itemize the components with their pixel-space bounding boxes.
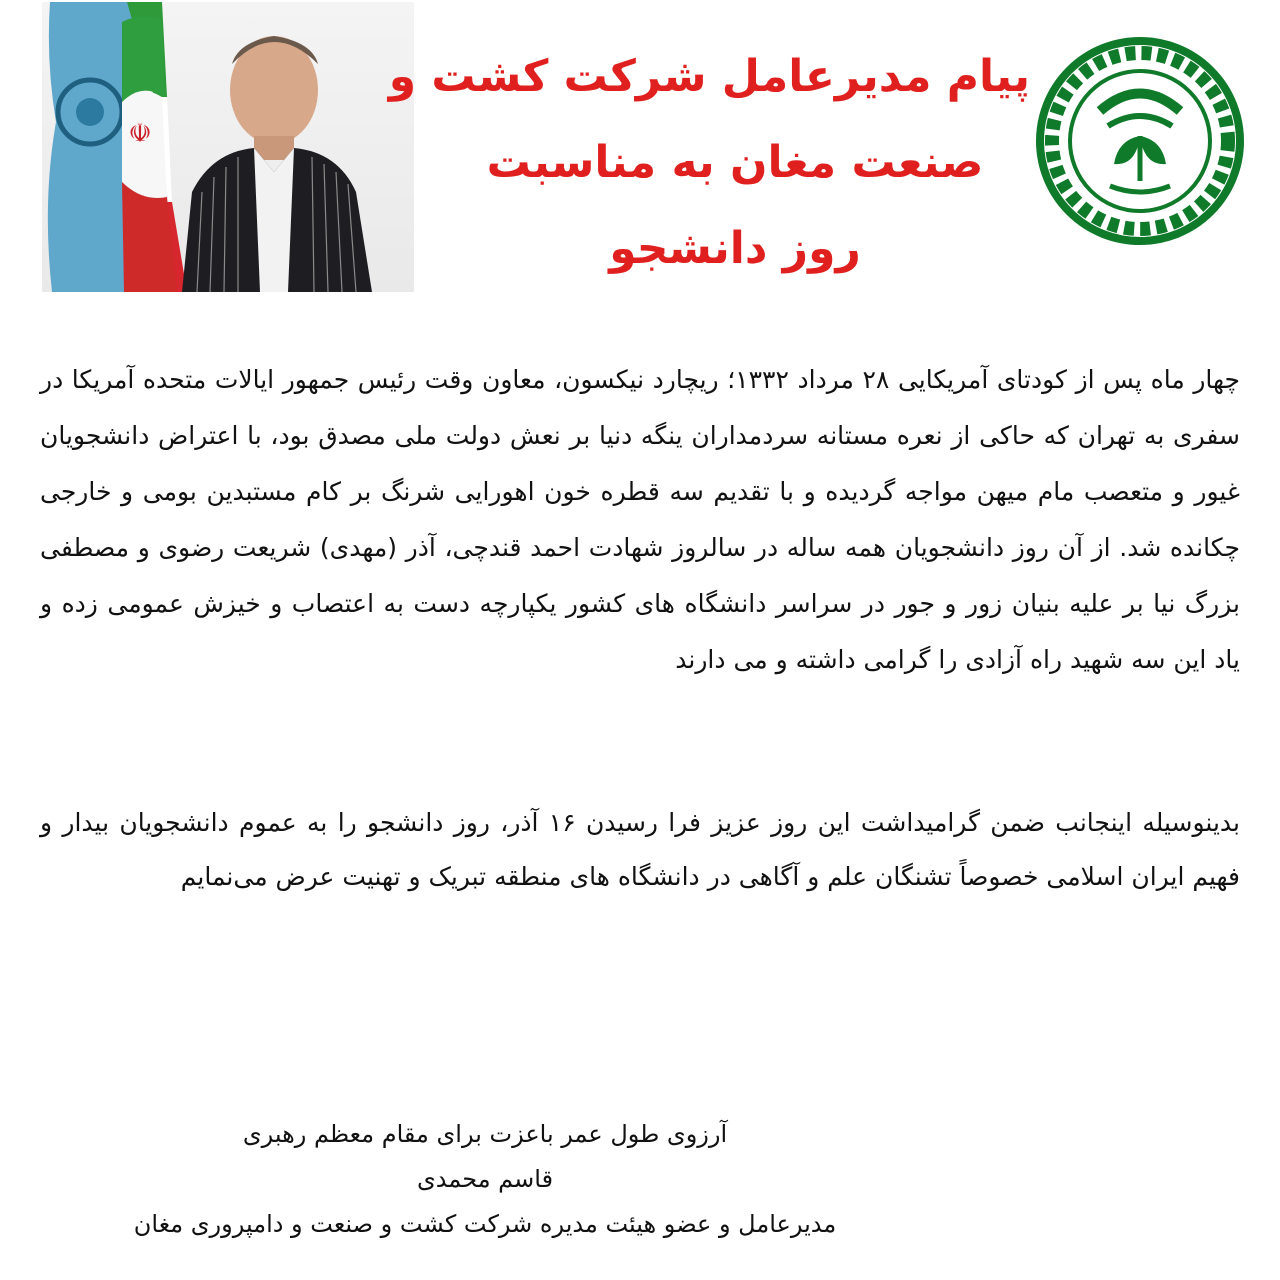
title-line-2: صنعت مغان به مناسبت [486,137,984,188]
signature-position: مدیرعامل و عضو هیئت مدیره شرکت کشت و صنعت و دامپروری مغان [133,1210,837,1238]
portrait-photo [42,2,414,292]
signature-name: قاسم محمدی [416,1165,554,1193]
message-paragraph-2: بدینوسیله اینجانب ضمن گرامیداشت این روز عزیز فرا رسیدن ۱۶ آذر، روز دانشجو را به عموم دانشجویان بیدار و فهیم ایران اسلامی خصوصاً تشنگان علم و آگاهی در دانشگاه های منطقه تبریک و تهنیت عرض می‌نمایم [40,808,1240,891]
signature-wish: آرزوی طول عمر باعزت برای مقام معظم رهبری [242,1120,728,1148]
title-line-3: روز دانشجو [609,223,861,274]
company-seal-logo-icon [1030,36,1250,246]
portrait-with-flags-photo-icon [42,2,414,292]
company-logo [1030,36,1250,246]
svg-text:☫: ☫ [128,119,152,149]
page-title [388,34,1030,292]
message-paragraph-1: چهار ماه پس از کودتای آمریکایی ۲۸ مرداد ۱۳۳۲؛ ریچارد نیکسون، معاون وقت رئیس جمهور ایالات متحده آمریکا در سفری به تهران که حاکی از نعره مستانه سردمداران ینگه دنیا بر نعش دولت ملی مصدق بود، با اعتراض دانشجویان غیور و متعصب مام میهن مواجه گردیده و با تقدیم سه قطره خون اهورایی شرنگ بر کام مستبدین بومی و خارجی چکانده شد. از آن روز دانشجویان همه ساله در سالروز شهادت احمد قندچی، آذر (مهدی) شریعت رضوی و مصطفی بزرگ نیا بر علیه بنیان زور و جور در سراسر دانشگاه های کشور یکپارچه دست به اعتصاب و خیزش عمومی زده و یاد این سه شهید راه آزادی را گرامی داشته و می دارند [40,365,1240,674]
signature-block [70,1112,900,1247]
title-line-1: پیام مدیرعامل شرکت کشت و [388,51,1030,102]
